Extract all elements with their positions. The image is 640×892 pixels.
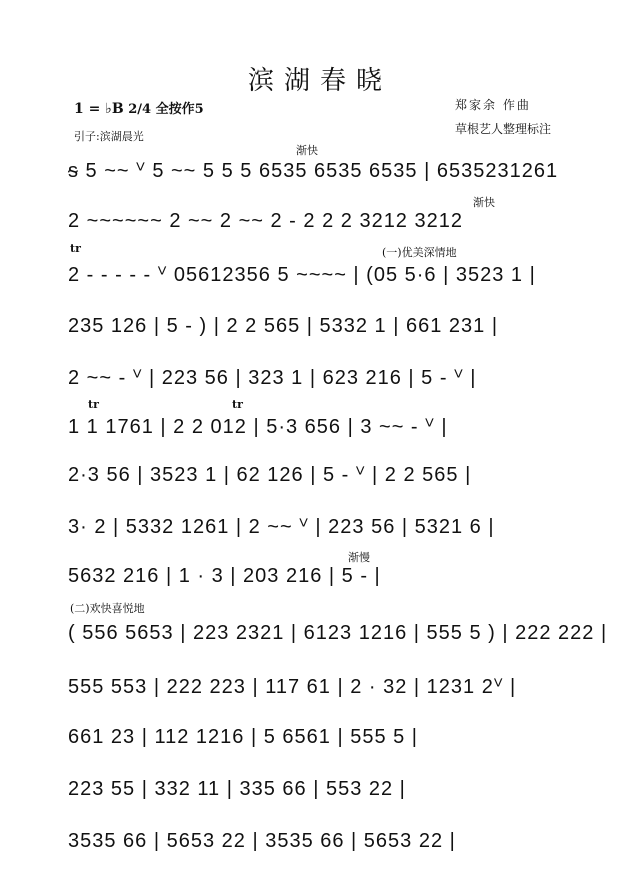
score-line-10: ( 556 5653 | 223 2321 | 6123 1216 | 555 5 ) | 222 222 | xyxy=(68,622,608,644)
trill-mark-2: tr xyxy=(88,398,99,411)
score-line-6: 1 1 1761 | 2 2 012 | 5·3 656 | 3 ~~ - ⱽ | xyxy=(68,416,448,438)
page-title: 滨湖春晓 xyxy=(247,66,392,96)
score-line-12: 661 23 | 112 1216 | 5 6561 | 555 5 | xyxy=(68,726,419,748)
score-line-14: 3535 66 | 5653 22 | 3535 66 | 5653 22 | xyxy=(68,830,456,852)
arranger-credit: 草根艺人整理标注 xyxy=(455,122,552,136)
section-intro: 引子:滨湖晨光 xyxy=(74,130,144,143)
score-line-13: 223 55 | 332 11 | 335 66 | 553 22 | xyxy=(68,778,406,800)
score-line-11: 555 553 | 222 223 | 117 61 | 2 · 32 | 1231 2ⱽ | xyxy=(68,676,517,698)
time-signature: 2/4 xyxy=(128,102,152,117)
score-line-8: 3· 2 | 5332 1261 | 2 ~~ ⱽ | 223 56 | 5321 6 | xyxy=(68,516,495,538)
tempo-accel-2: 渐快 xyxy=(473,196,495,209)
score-line-3: 2 - - - - - ⱽ 05612356 5 ~~~~ | (05 5·6 | 3523 1 | xyxy=(68,264,536,286)
tempo-accel-1: 渐快 xyxy=(296,144,318,157)
tuning-note: 全按作5 xyxy=(155,102,204,117)
score-line-2: 2 ~~~~~~ 2 ~~ 2 ~~ 2 - 2 2 2 3212 3212 xyxy=(68,210,463,232)
section-part2: (二)欢快喜悦地 xyxy=(70,602,145,615)
key-signature xyxy=(74,98,204,117)
section-part1: (一)优美深情地 xyxy=(382,246,457,259)
score-line-5: 2 ~~ - ⱽ | 223 56 | 323 1 | 623 216 | 5 - ⱽ | xyxy=(68,367,477,389)
key-label: 1 = ♭B xyxy=(74,101,124,117)
trill-mark-1: tr xyxy=(70,242,81,255)
score-line-9: 5632 216 | 1 · 3 | 203 216 | 5 - | xyxy=(68,565,381,587)
score-line-4: 235 126 | 5 - ) | 2 2 565 | 5332 1 | 661 231 | xyxy=(68,315,499,337)
tempo-rit: 渐慢 xyxy=(348,551,370,564)
score-line-1: ᵴ 5 ~~ ⱽ 5 ~~ 5 5 5 6535 6535 6535 | 6535231261 xyxy=(68,160,559,182)
composer-credit: 郑家余 作曲 xyxy=(455,98,531,112)
trill-mark-3: tr xyxy=(232,398,243,411)
score-line-7: 2·3 56 | 3523 1 | 62 126 | 5 - ⱽ | 2 2 565 | xyxy=(68,464,472,486)
